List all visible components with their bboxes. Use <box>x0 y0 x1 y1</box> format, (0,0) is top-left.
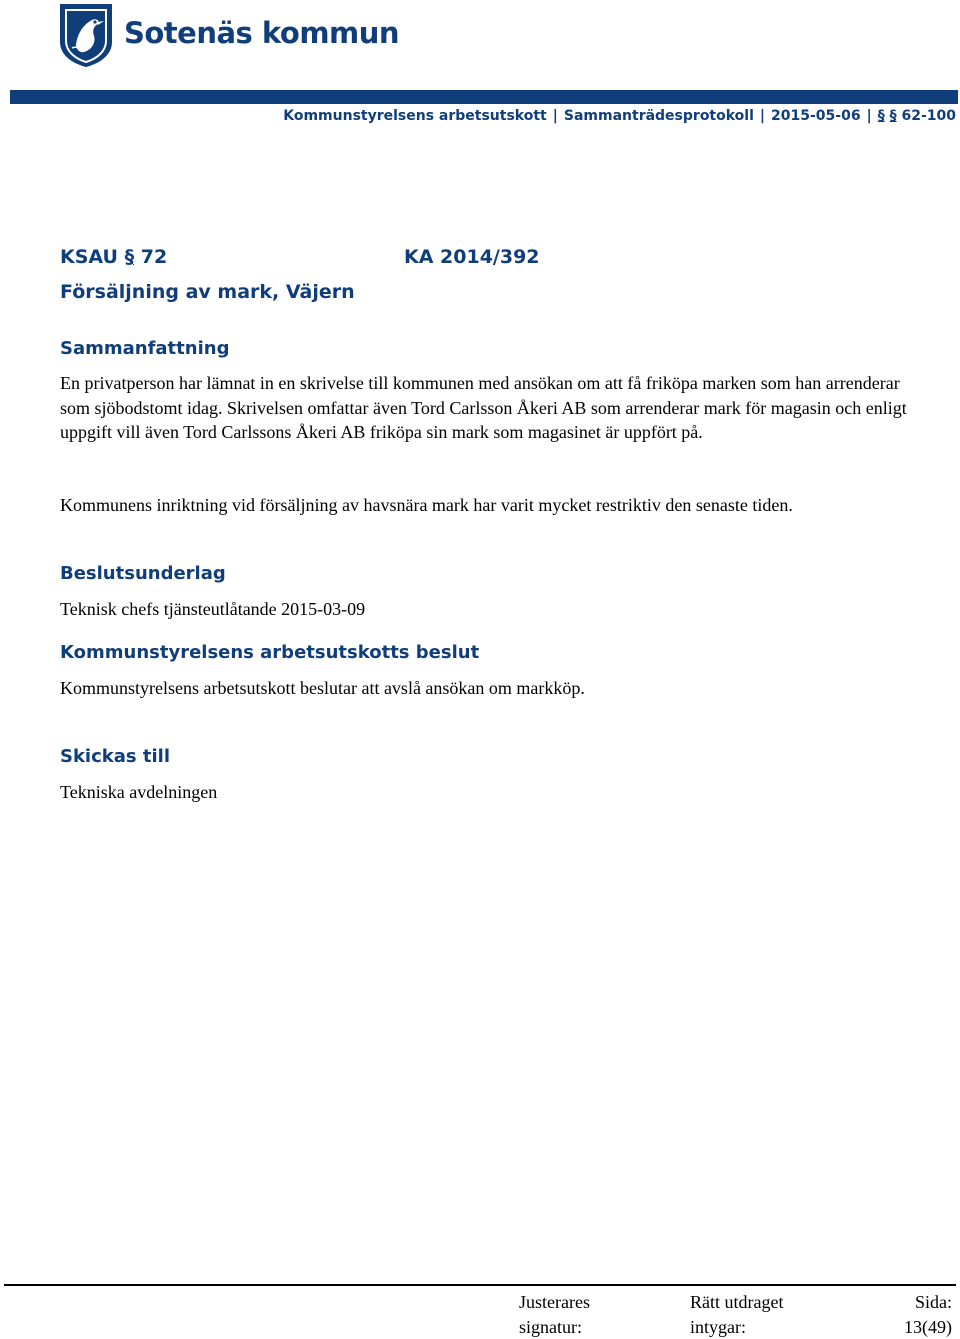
basis-heading: Beslutsunderlag <box>60 563 226 584</box>
case-reference: KA 2014/392 <box>404 246 540 268</box>
summary-paragraph-2: Kommunens inriktning vid försäljning av havsnära mark har varit mycket restriktiv den senaste tiden. <box>60 493 910 518</box>
decision-text: Kommunstyrelsens arbetsutskott beslutar att avslå ansökan om markköp. <box>60 676 910 701</box>
header-section-symbol: § <box>878 108 885 124</box>
case-number <box>60 246 167 268</box>
case-number-value: 72 <box>141 246 167 268</box>
logo-text: Sotenäs kommun <box>124 16 399 50</box>
footer-utdrag-line-1: Rätt utdraget <box>690 1290 783 1315</box>
footer-page-number: 13(49) <box>904 1315 952 1339</box>
section-symbol: § <box>125 246 135 268</box>
basis-text: Teknisk chefs tjänsteutlåtande 2015-03-09 <box>60 597 910 622</box>
municipal-bird-shield-icon <box>58 2 114 68</box>
header-bar <box>10 90 958 104</box>
footer-divider <box>4 1284 956 1286</box>
sent-to-text: Tekniska avdelningen <box>60 780 910 805</box>
header-paragraphs: 62-100 <box>901 108 956 124</box>
document-header: Kommunstyrelsens arbetsutskott | Sammanträdesprotokoll | 2015-05-06 | § § 62-100 <box>283 108 956 124</box>
summary-paragraph-1: En privatperson har lämnat in en skrivelse till kommunen med ansökan om att få friköpa marken som han arrenderar som sjöbodstomt idag. Skrivelsen omfattar även Tord Carlsson Åkeri AB som arrenderar mark för magasin och enligt uppgift vill även Tord Carlssons Åkeri AB friköpa sin mark som magasinet är uppfört på. <box>60 371 910 445</box>
header-body: Kommunstyrelsens arbetsutskott <box>283 108 547 124</box>
footer-page-label: Sida: <box>904 1290 952 1315</box>
decision-heading: Kommunstyrelsens arbetsutskotts beslut <box>60 642 479 663</box>
summary-heading: Sammanfattning <box>60 338 229 359</box>
header-section-symbol: § <box>890 108 897 124</box>
footer-justerare <box>519 1290 590 1339</box>
footer-justerare-line-1: Justerares <box>519 1290 590 1315</box>
footer-page <box>904 1290 952 1339</box>
footer-utdrag <box>690 1290 783 1339</box>
header-doc-type: Sammanträdesprotokoll <box>564 108 754 124</box>
case-prefix: KSAU <box>60 246 118 268</box>
header-date: 2015-05-06 <box>771 108 861 124</box>
sent-to-heading: Skickas till <box>60 746 170 767</box>
footer-utdrag-line-2: intygar: <box>690 1315 783 1339</box>
case-title: Försäljning av mark, Väjern <box>60 281 355 303</box>
municipality-logo <box>58 2 388 70</box>
footer-justerare-line-2: signatur: <box>519 1315 590 1339</box>
